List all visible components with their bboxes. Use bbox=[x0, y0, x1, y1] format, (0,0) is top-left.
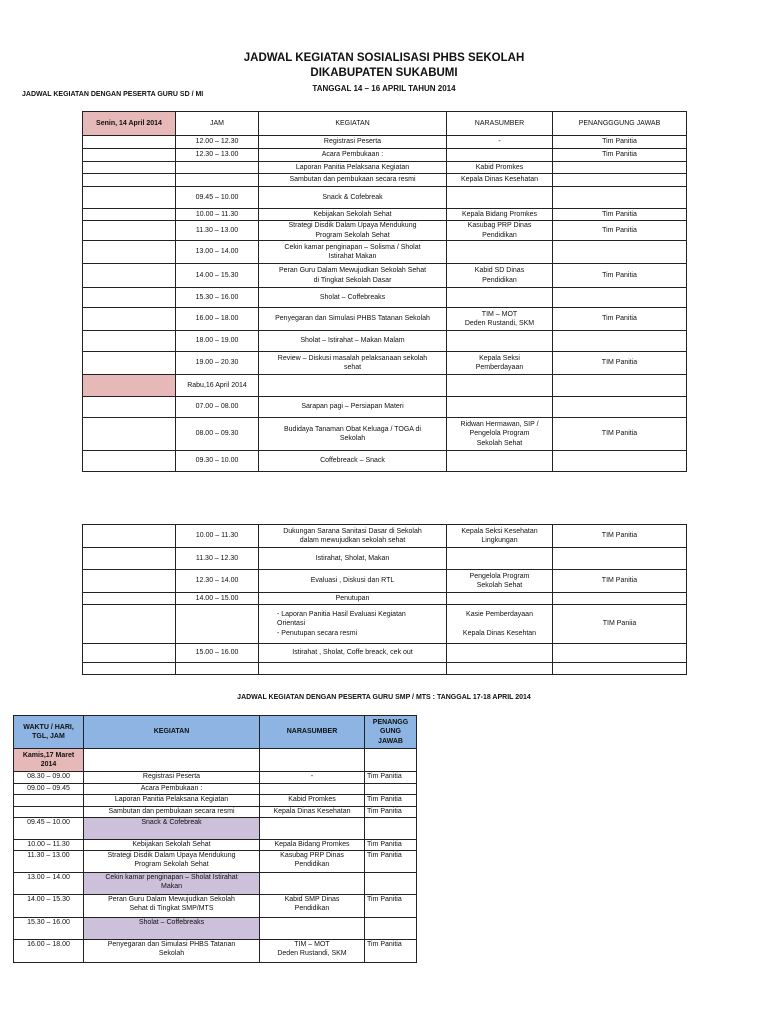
table-row bbox=[83, 162, 687, 174]
cell-responsible bbox=[553, 451, 687, 472]
cell-time: 12.30 – 13.00 bbox=[176, 149, 259, 162]
cell-speaker: Pengelola Program Sekolah Sehat bbox=[447, 570, 553, 593]
cell-activity: Sholat – Istirahat – Makan Malam bbox=[259, 331, 447, 352]
table-row bbox=[14, 895, 417, 918]
cell-time: 19.00 – 20.30 bbox=[176, 352, 259, 375]
header-cell-day: Senin, 14 April 2014 bbox=[83, 112, 176, 136]
table-row bbox=[83, 548, 687, 570]
cell-activity: Cekin kamar penginapan – Sholat Istirahat Makan bbox=[84, 873, 260, 895]
header-cell-responsible: PENANGGGUNG JAWAB bbox=[553, 112, 687, 136]
table-row bbox=[14, 818, 417, 840]
header-cell-speaker: NARASUMBER bbox=[260, 716, 365, 749]
cell-time: 10.00 – 11.30 bbox=[14, 840, 84, 851]
cell-activity: Registrasi Peserta bbox=[259, 136, 447, 149]
cell-responsible bbox=[365, 873, 417, 895]
cell-activity: Penyegaran dan Simulasi PHBS Tatanan Sekolah bbox=[84, 940, 260, 963]
table-row bbox=[83, 264, 687, 288]
cell-speaker bbox=[447, 451, 553, 472]
cell-speaker: TIM – MOT Deden Rustandi, SKM bbox=[260, 940, 365, 963]
cell-time: 13.00 – 14.00 bbox=[176, 241, 259, 264]
cell-speaker bbox=[260, 749, 365, 772]
table-row bbox=[83, 397, 687, 418]
cell-day bbox=[83, 418, 176, 451]
cell-responsible: Tim Panitia bbox=[553, 221, 687, 241]
table-row bbox=[83, 174, 687, 187]
table-row bbox=[83, 136, 687, 149]
cell-activity: Istirahat, Sholat, Makan bbox=[259, 548, 447, 570]
cell-time: 14.00 – 15.30 bbox=[176, 264, 259, 288]
table-row bbox=[83, 663, 687, 675]
cell-speaker bbox=[447, 375, 553, 397]
cell-responsible: TIM Paniia bbox=[553, 605, 687, 644]
cell-time bbox=[176, 174, 259, 187]
cell-time: 14.00 – 15.00 bbox=[176, 593, 259, 605]
table-row bbox=[83, 149, 687, 162]
cell-responsible bbox=[553, 593, 687, 605]
cell-responsible bbox=[553, 187, 687, 209]
cell-activity: Kebijakan Sekolah Sehat bbox=[259, 209, 447, 221]
table-row bbox=[14, 840, 417, 851]
cell-time: 09.45 – 10.00 bbox=[176, 187, 259, 209]
cell-responsible: Tim Panitia bbox=[365, 807, 417, 818]
cell-activity: Istirahat , Sholat, Coffe breack, cek out bbox=[259, 644, 447, 663]
cell-activity: Snack & Cofebreak bbox=[84, 818, 260, 840]
header-cell-activity: KEGIATAN bbox=[84, 716, 260, 749]
cell-responsible: Tim Panitia bbox=[365, 772, 417, 784]
cell-speaker bbox=[447, 241, 553, 264]
cell-speaker bbox=[447, 149, 553, 162]
cell-responsible: Tim Panitia bbox=[553, 308, 687, 331]
cell-activity bbox=[259, 375, 447, 397]
cell-speaker bbox=[447, 663, 553, 675]
cell-time: 09.30 – 10.00 bbox=[176, 451, 259, 472]
cell-day bbox=[83, 451, 176, 472]
table-row bbox=[83, 331, 687, 352]
cell-time: Rabu,16 April 2014 bbox=[176, 375, 259, 397]
cell-time bbox=[176, 663, 259, 675]
cell-day bbox=[83, 593, 176, 605]
cell-responsible: Tim Panitia bbox=[365, 851, 417, 873]
cell-day bbox=[83, 174, 176, 187]
cell-responsible: Tim Panitia bbox=[365, 940, 417, 963]
cell-speaker: Kepala Bidang Promkes bbox=[447, 209, 553, 221]
cell-responsible bbox=[553, 174, 687, 187]
cell-activity bbox=[259, 663, 447, 675]
cell-responsible: Tim Panitia bbox=[553, 264, 687, 288]
cell-activity: Evaluasi , Diskusi dan RTL bbox=[259, 570, 447, 593]
table-row bbox=[83, 375, 687, 397]
cell-responsible bbox=[553, 663, 687, 675]
cell-responsible: Tim Panitia bbox=[553, 136, 687, 149]
cell-speaker: Kepala Bidang Promkes bbox=[260, 840, 365, 851]
cell-activity bbox=[84, 749, 260, 772]
cell-day bbox=[83, 136, 176, 149]
cell-speaker bbox=[260, 784, 365, 795]
cell-day bbox=[83, 375, 176, 397]
cell-day bbox=[83, 397, 176, 418]
cell-activity: Acara Pembukaan : bbox=[259, 149, 447, 162]
cell-speaker: Kabid SD Dinas Pendidikan bbox=[447, 264, 553, 288]
cell-time: 15.30 – 16.00 bbox=[176, 288, 259, 308]
table-row bbox=[14, 749, 417, 772]
table-row bbox=[83, 418, 687, 451]
cell-activity: Strategi Disdik Dalam Upaya Mendukung Program Sekolah Sehat bbox=[259, 221, 447, 241]
cell-speaker: Ridwan Hermawan, SIP / Pengelola Program Sekolah Sehat bbox=[447, 418, 553, 451]
table-row bbox=[14, 851, 417, 873]
cell-responsible bbox=[553, 288, 687, 308]
cell-activity: Penutupan bbox=[259, 593, 447, 605]
cell-activity: - Laporan Panitia Hasil Evaluasi Kegiatan Orientasi - Penutupan secara resmi bbox=[259, 605, 447, 644]
cell-activity: Coffebreack – Snack bbox=[259, 451, 447, 472]
table-row bbox=[14, 807, 417, 818]
cell-speaker: Kabid Promkes bbox=[447, 162, 553, 174]
document-title: JADWAL KEGIATAN SOSIALISASI PHBS SEKOLAH bbox=[243, 52, 525, 64]
cell-day bbox=[83, 221, 176, 241]
cell-responsible: Tim Panitia bbox=[365, 895, 417, 918]
cell-responsible: TIM Panitia bbox=[553, 570, 687, 593]
table-row bbox=[83, 187, 687, 209]
cell-time: 11.30 – 13.00 bbox=[176, 221, 259, 241]
cell-day bbox=[83, 308, 176, 331]
table-header-row bbox=[83, 112, 687, 136]
cell-time: 12.00 – 12.30 bbox=[176, 136, 259, 149]
cell-speaker: Kasie Pemberdayaan Kepala Dinas Kesehtan bbox=[447, 605, 553, 644]
cell-activity: Laporan Panitia Pelaksana Kegiatan bbox=[84, 795, 260, 807]
header-cell-time: JAM bbox=[176, 112, 259, 136]
table-row bbox=[83, 352, 687, 375]
cell-time: 11.30 – 12.30 bbox=[176, 548, 259, 570]
cell-speaker: TIM – MOT Deden Rustandi, SKM bbox=[447, 308, 553, 331]
cell-speaker bbox=[447, 397, 553, 418]
header-cell-speaker: NARASUMBER bbox=[447, 112, 553, 136]
cell-activity: Peran Guru Dalam Mewujudkan Sekolah Sehat di Tingkat Sekolah Dasar bbox=[259, 264, 447, 288]
table-header-row bbox=[14, 716, 417, 749]
cell-speaker bbox=[447, 548, 553, 570]
cell-activity: Budidaya Tanaman Obat Keluaga / TOGA di Sekolah bbox=[259, 418, 447, 451]
cell-responsible bbox=[553, 241, 687, 264]
cell-time: 18.00 – 19.00 bbox=[176, 331, 259, 352]
cell-speaker bbox=[447, 288, 553, 308]
cell-speaker: - bbox=[447, 136, 553, 149]
cell-time bbox=[176, 605, 259, 644]
cell-activity: Sambutan dan pembukaan secara resmi bbox=[259, 174, 447, 187]
cell-activity: Kebijakan Sekolah Sehat bbox=[84, 840, 260, 851]
cell-day bbox=[83, 525, 176, 548]
cell-speaker bbox=[447, 187, 553, 209]
cell-responsible: Tim Panitia bbox=[365, 795, 417, 807]
table-row bbox=[14, 940, 417, 963]
cell-day bbox=[83, 570, 176, 593]
table-row bbox=[14, 784, 417, 795]
cell-time: 08.00 – 09.30 bbox=[176, 418, 259, 451]
table-row bbox=[14, 795, 417, 807]
table-row bbox=[83, 241, 687, 264]
table-row bbox=[83, 308, 687, 331]
cell-day bbox=[83, 644, 176, 663]
cell-activity: Dukungan Sarana Sanitasi Dasar di Sekolah dalam mewujudkan sekolah sehat bbox=[259, 525, 447, 548]
cell-responsible bbox=[365, 918, 417, 940]
cell-responsible bbox=[365, 749, 417, 772]
schedule-table-smp bbox=[13, 715, 417, 963]
cell-responsible: TIM Panitia bbox=[553, 525, 687, 548]
cell-time: 15.30 – 16.00 bbox=[14, 918, 84, 940]
cell-activity: Registrasi Peserta bbox=[84, 772, 260, 784]
table-row bbox=[83, 605, 687, 644]
cell-speaker: Kepala Dinas Kesehatan bbox=[260, 807, 365, 818]
cell-responsible bbox=[553, 331, 687, 352]
section3-subtitle: JADWAL KEGIATAN DENGAN PESERTA GURU SMP / MTS : TANGGAL 17-18 APRIL 2014 bbox=[237, 694, 531, 701]
cell-day bbox=[83, 241, 176, 264]
cell-responsible bbox=[553, 162, 687, 174]
cell-time bbox=[176, 162, 259, 174]
cell-speaker bbox=[447, 593, 553, 605]
cell-speaker bbox=[260, 918, 365, 940]
cell-time: 08.30 – 09.00 bbox=[14, 772, 84, 784]
cell-time: 10.00 – 11.30 bbox=[176, 525, 259, 548]
schedule-table-sd bbox=[82, 111, 687, 472]
cell-day bbox=[83, 331, 176, 352]
cell-time: 16.00 – 18.00 bbox=[176, 308, 259, 331]
table-row bbox=[14, 918, 417, 940]
table-row bbox=[83, 209, 687, 221]
cell-responsible bbox=[553, 397, 687, 418]
cell-speaker: Kepala Seksi Pemberdayaan bbox=[447, 352, 553, 375]
cell-activity: Sholat – Coffebreaks bbox=[259, 288, 447, 308]
cell-activity: Sarapan pagi – Persiapan Materi bbox=[259, 397, 447, 418]
cell-day bbox=[83, 663, 176, 675]
cell-time: 11.30 – 13.00 bbox=[14, 851, 84, 873]
document-location: DIKABUPATEN SUKABUMI bbox=[310, 67, 458, 79]
cell-time bbox=[14, 795, 84, 807]
cell-responsible: Tim Panitia bbox=[365, 840, 417, 851]
cell-day bbox=[83, 162, 176, 174]
cell-time: Kamis,17 Maret 2014 bbox=[14, 749, 84, 772]
cell-time: 09.45 – 10.00 bbox=[14, 818, 84, 840]
cell-day bbox=[83, 187, 176, 209]
cell-day bbox=[83, 149, 176, 162]
cell-time: 07.00 – 08.00 bbox=[176, 397, 259, 418]
table-row bbox=[14, 772, 417, 784]
cell-responsible: Tim Panitia bbox=[553, 149, 687, 162]
cell-time bbox=[14, 807, 84, 818]
cell-activity: Cekin kamar penginapan – Solisma / Sholat Istirahat Makan bbox=[259, 241, 447, 264]
cell-speaker: Kabid Promkes bbox=[260, 795, 365, 807]
cell-speaker: Kasubag PRP Dinas Pendidikan bbox=[447, 221, 553, 241]
cell-activity: Sholat – Coffebreaks bbox=[84, 918, 260, 940]
table-row bbox=[83, 288, 687, 308]
table-row bbox=[83, 221, 687, 241]
table-row bbox=[14, 873, 417, 895]
cell-time: 14.00 – 15.30 bbox=[14, 895, 84, 918]
table-row bbox=[83, 451, 687, 472]
cell-time: 10.00 – 11.30 bbox=[176, 209, 259, 221]
cell-speaker: Kasubag PRP Dinas Pendidikan bbox=[260, 851, 365, 873]
cell-day bbox=[83, 264, 176, 288]
header-cell-activity: KEGIATAN bbox=[259, 112, 447, 136]
cell-day bbox=[83, 288, 176, 308]
cell-activity: Sambutan dan pembukaan secara resmi bbox=[84, 807, 260, 818]
cell-speaker: - bbox=[260, 772, 365, 784]
cell-day bbox=[83, 209, 176, 221]
cell-speaker bbox=[260, 818, 365, 840]
schedule-table-sd-continued bbox=[82, 524, 687, 675]
cell-responsible bbox=[365, 818, 417, 840]
cell-time: 13.00 – 14.00 bbox=[14, 873, 84, 895]
table-row bbox=[83, 525, 687, 548]
cell-activity: Peran Guru Dalam Mewujudkan Sekolah Sehat di Tingkat SMP/MTS bbox=[84, 895, 260, 918]
cell-time: 09.00 – 09.45 bbox=[14, 784, 84, 795]
cell-responsible bbox=[553, 548, 687, 570]
cell-speaker: Kabid SMP Dinas Pendidikan bbox=[260, 895, 365, 918]
cell-day bbox=[83, 548, 176, 570]
header-cell-responsible: PENANGG GUNG JAWAB bbox=[365, 716, 417, 749]
cell-activity: Acara Pembukaan : bbox=[84, 784, 260, 795]
cell-activity: Strategi Disdik Dalam Upaya Mendukung Program Sekolah Sehat bbox=[84, 851, 260, 873]
cell-activity: Penyegaran dan Simulasi PHBS Tatanan Sekolah bbox=[259, 308, 447, 331]
cell-time: 12.30 – 14.00 bbox=[176, 570, 259, 593]
section1-subtitle: JADWAL KEGIATAN DENGAN PESERTA GURU SD / MI bbox=[22, 91, 204, 98]
cell-speaker bbox=[447, 331, 553, 352]
document-date: TANGGAL 14 – 16 APRIL TAHUN 2014 bbox=[312, 84, 456, 93]
cell-responsible bbox=[365, 784, 417, 795]
cell-activity: Review – Diskusi masalah pelaksanaan sekolah sehat bbox=[259, 352, 447, 375]
cell-responsible: TIM Panitia bbox=[553, 418, 687, 451]
cell-speaker bbox=[260, 873, 365, 895]
table-row bbox=[83, 644, 687, 663]
cell-activity: Laporan Panitia Pelaksana Kegiatan bbox=[259, 162, 447, 174]
header-cell-time: WAKTU / HARI, TGL, JAM bbox=[14, 716, 84, 749]
cell-activity: Snack & Cofebreak bbox=[259, 187, 447, 209]
cell-day bbox=[83, 605, 176, 644]
cell-responsible bbox=[553, 644, 687, 663]
cell-speaker bbox=[447, 644, 553, 663]
cell-speaker: Kepala Dinas Kesehatan bbox=[447, 174, 553, 187]
cell-day bbox=[83, 352, 176, 375]
cell-speaker: Kepala Seksi Kesehatan Lingkungan bbox=[447, 525, 553, 548]
table-row bbox=[83, 593, 687, 605]
table-row bbox=[83, 570, 687, 593]
cell-time: 15.00 – 16.00 bbox=[176, 644, 259, 663]
cell-time: 16.00 – 18.00 bbox=[14, 940, 84, 963]
cell-responsible bbox=[553, 375, 687, 397]
cell-responsible: TIM Panitia bbox=[553, 352, 687, 375]
cell-responsible: Tim Panitia bbox=[553, 209, 687, 221]
